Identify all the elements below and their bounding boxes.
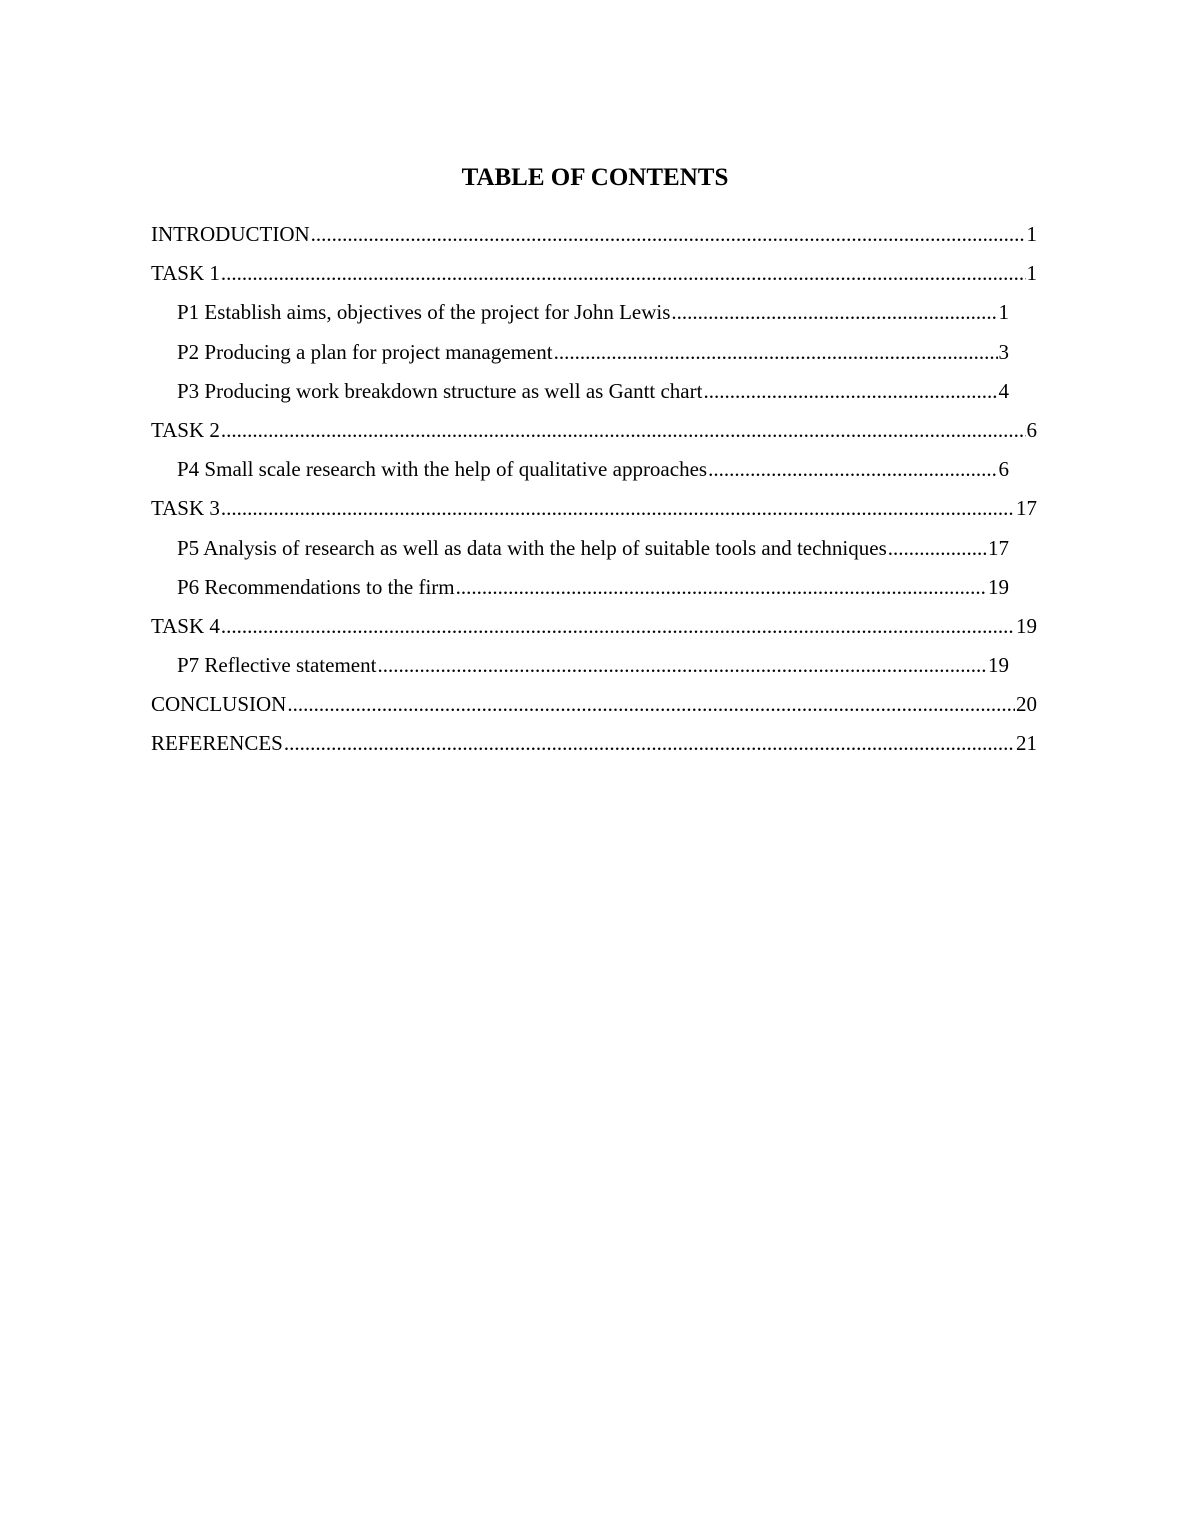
toc-entry-p6[interactable] (151, 571, 1009, 610)
toc-entry-label: REFERENCES (151, 731, 283, 756)
toc-entry-label: INTRODUCTION (151, 222, 310, 246)
toc-entry-page: 6 (1026, 417, 1037, 442)
toc-entry-page: 20 (1016, 692, 1037, 717)
dot-leader (221, 414, 1026, 446)
toc-entry-p4[interactable] (151, 453, 1009, 492)
toc-entry-p7[interactable] (151, 649, 1009, 688)
toc-entry-label: P2 Producing a plan for project management (177, 339, 553, 364)
dot-leader (284, 727, 1015, 759)
toc-entry-page: 17 (1016, 496, 1037, 521)
toc-entry-page: 21 (1016, 731, 1037, 756)
toc-entry-task-3[interactable] (151, 492, 1037, 531)
toc-entry-page: 19 (988, 653, 1009, 678)
toc-entry-label: P4 Small scale research with the help of qualitative approaches (177, 457, 708, 482)
dot-leader (221, 257, 1026, 289)
toc-title: TABLE OF CONTENTS (461, 164, 729, 191)
toc-entry-label: TASK 2 (151, 417, 220, 442)
toc-entry-page: 1 (1026, 222, 1037, 246)
toc-entry-page: 4 (998, 378, 1009, 403)
toc-entry-p3[interactable] (151, 375, 1009, 414)
toc-entry-label: P5 Analysis of research as well as data with the help of suitable tools and techniques (177, 535, 887, 560)
dot-leader (708, 453, 997, 485)
toc-list (151, 218, 1037, 767)
dot-leader (888, 532, 987, 564)
toc-entry-p5[interactable] (151, 532, 1009, 571)
toc-entry-label: P6 Recommendations to the firm (177, 574, 455, 599)
dot-leader (311, 218, 1026, 250)
dot-leader (221, 610, 1015, 642)
toc-entry-task-1[interactable] (151, 257, 1037, 296)
toc-entry-label: TASK 3 (151, 496, 220, 521)
toc-entry-page: 19 (988, 574, 1009, 599)
toc-entry-task-2[interactable] (151, 414, 1037, 453)
dot-leader (221, 492, 1015, 524)
toc-entry-label: P1 Establish aims, objectives of the project for John Lewis (177, 300, 671, 325)
dot-leader (703, 375, 997, 407)
dot-leader (377, 649, 987, 681)
toc-entry-label: CONCLUSION (151, 692, 287, 717)
toc-entry-page: 1 (998, 300, 1009, 325)
toc-entry-p2[interactable] (151, 336, 1009, 375)
toc-entry-page: 1 (1026, 261, 1037, 286)
dot-leader (554, 336, 998, 368)
toc-entry-label: TASK 4 (151, 613, 220, 638)
toc-entry-label: P3 Producing work breakdown structure as well as Gantt chart (177, 378, 703, 403)
dot-leader (287, 688, 1015, 720)
toc-entry-page: 17 (988, 535, 1009, 560)
toc-entry-page: 6 (998, 457, 1009, 482)
toc-entry-label: P7 Reflective statement (177, 653, 377, 678)
toc-entry-label: TASK 1 (151, 261, 220, 286)
dot-leader (456, 571, 987, 603)
toc-entry-page: 19 (1016, 613, 1037, 638)
toc-entry-page: 3 (998, 339, 1009, 364)
toc-entry-introduction[interactable] (151, 218, 1037, 257)
toc-entry-task-4[interactable] (151, 610, 1037, 649)
toc-entry-p1[interactable] (151, 296, 1009, 335)
dot-leader (671, 296, 997, 328)
toc-entry-conclusion[interactable] (151, 688, 1037, 727)
toc-entry-references[interactable] (151, 727, 1037, 766)
